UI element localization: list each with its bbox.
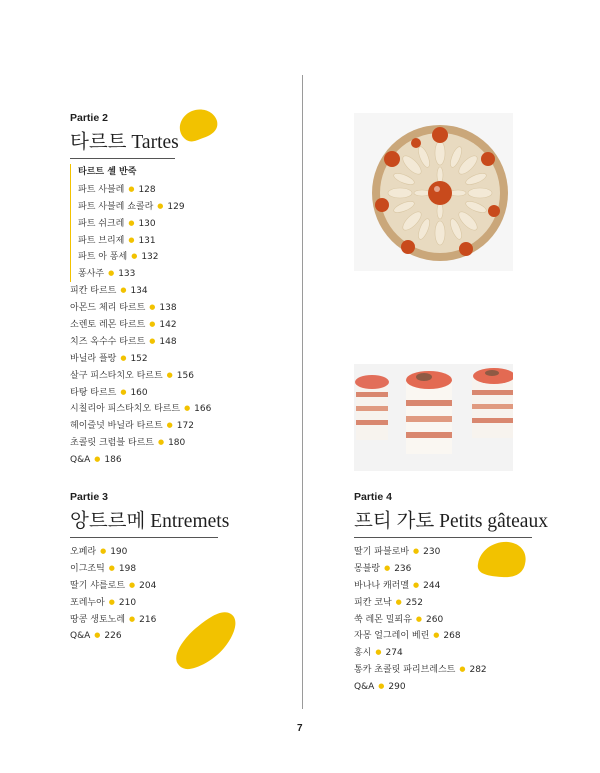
item-page: 252 [405, 597, 423, 608]
center-divider [302, 75, 303, 709]
list-item[interactable] [70, 282, 175, 299]
dot-icon: ● [413, 580, 420, 589]
item-name: 피칸 코낙 [354, 597, 392, 608]
item-page: 244 [423, 580, 441, 591]
partie-label: Partie 2 [70, 112, 108, 124]
item-name: 딸기 샤를로트 [70, 580, 126, 591]
dot-icon: ● [120, 286, 127, 295]
dot-icon: ● [166, 370, 173, 379]
list-item[interactable] [354, 577, 532, 594]
partie-label: Partie 4 [354, 491, 392, 503]
item-name: 헤이즐넛 바닐라 타르트 [70, 421, 163, 432]
item-page: 131 [138, 235, 156, 246]
item-page: 138 [159, 303, 177, 314]
item-name: 파트 아 퐁세 [78, 252, 128, 263]
list-item[interactable] [354, 644, 532, 661]
list-item[interactable] [78, 232, 175, 249]
item-page: 186 [104, 455, 122, 466]
item-name: 자몽 얼그레이 베린 [354, 631, 430, 642]
item-name: 아몬드 체리 타르트 [70, 303, 146, 314]
item-name: 파트 브리제 [78, 235, 125, 246]
item-page: 134 [130, 286, 148, 297]
item-name: 통카 초콜릿 파리브레스트 [354, 665, 456, 676]
item-name: Q&A [70, 631, 91, 642]
item-name: 오페라 [70, 547, 97, 557]
item-page: 230 [423, 547, 441, 557]
item-page: 128 [138, 184, 156, 195]
item-page: 260 [426, 614, 444, 625]
list-item[interactable] [70, 333, 175, 350]
list-item[interactable] [70, 611, 218, 628]
subgroup-heading: 타르트 셸 반죽 [78, 167, 137, 177]
item-page: 152 [130, 353, 148, 364]
item-page: 204 [139, 580, 157, 591]
list-item[interactable] [70, 367, 194, 384]
list-item[interactable] [78, 248, 175, 265]
item-page: 166 [194, 404, 212, 415]
item-page: 142 [159, 320, 177, 331]
dot-icon: ● [149, 336, 156, 345]
list-item[interactable] [78, 198, 185, 215]
dot-icon: ● [120, 387, 127, 396]
partie-label: Partie 3 [70, 491, 108, 503]
item-page: 129 [167, 201, 185, 212]
list-item[interactable] [354, 661, 532, 678]
dot-icon: ● [128, 184, 135, 193]
item-name: 초콜릿 크럼블 타르트 [70, 438, 154, 449]
dot-icon: ● [120, 353, 127, 362]
item-name: 치즈 옥수수 타르트 [70, 336, 146, 347]
item-name: 시칠리아 피스타치오 타르트 [70, 404, 181, 415]
item-name: 타탕 타르트 [70, 387, 117, 398]
partie-4-section [354, 491, 548, 695]
list-item[interactable] [70, 316, 175, 333]
item-name: 포레누아 [70, 597, 105, 608]
item-page: 236 [394, 563, 412, 574]
dot-icon: ● [166, 421, 173, 430]
item-name: Q&A [70, 455, 91, 466]
item-page: 290 [388, 682, 406, 693]
list-item[interactable] [70, 350, 175, 367]
list-item[interactable] [70, 384, 175, 401]
list-item[interactable] [70, 577, 218, 594]
list-item[interactable] [70, 299, 175, 316]
item-name: 홍시 [354, 648, 372, 659]
dot-icon: ● [384, 563, 391, 572]
tart-photo [354, 113, 513, 271]
list-item[interactable] [78, 181, 175, 198]
dot-icon: ● [129, 614, 136, 623]
item-name: 땅콩 생토노레 [70, 614, 126, 625]
section-title: 앙트르메 Entremets [70, 511, 230, 532]
dot-icon: ● [108, 269, 115, 278]
dot-icon: ● [108, 563, 115, 572]
item-name: 바나나 캐러멜 [354, 580, 410, 591]
list-item[interactable] [354, 543, 532, 560]
item-name: 바닐라 플랑 [70, 353, 117, 364]
item-page: 226 [104, 631, 122, 642]
dot-icon: ● [157, 438, 165, 447]
page-number: 7 [297, 723, 303, 734]
dot-icon: ● [413, 547, 420, 555]
toc-list [70, 282, 212, 468]
section-title: 타르트 Tartes [70, 132, 179, 153]
item-name: 파트 사블레 [78, 184, 125, 195]
subgroup-list [70, 164, 185, 282]
dot-icon: ● [375, 648, 382, 657]
list-item[interactable] [70, 543, 218, 560]
partie-3-section [70, 491, 230, 644]
dot-icon: ● [100, 547, 107, 555]
verrine-photo [354, 364, 513, 471]
item-name: 몽블랑 [354, 563, 381, 574]
list-item[interactable] [70, 417, 194, 434]
item-page: 133 [118, 269, 136, 280]
item-page: 198 [118, 563, 137, 574]
item-page: 180 [168, 438, 186, 449]
dot-icon: ● [395, 597, 402, 606]
item-name: 소렌토 레몬 타르트 [70, 320, 146, 331]
list-item[interactable] [70, 400, 212, 417]
list-item[interactable] [354, 594, 532, 611]
list-item[interactable] [70, 434, 186, 451]
item-name: 피칸 타르트 [70, 286, 117, 297]
list-item[interactable] [70, 560, 218, 577]
dot-icon: ● [128, 218, 135, 227]
dot-icon: ● [94, 455, 101, 464]
item-name: Q&A [354, 682, 375, 693]
partie-2-section [70, 112, 212, 468]
yellow-blob-decoration [176, 108, 218, 146]
dot-icon: ● [433, 631, 440, 640]
item-page: 172 [176, 421, 194, 432]
dot-icon: ● [108, 597, 115, 606]
list-item[interactable] [354, 627, 532, 644]
dot-icon: ● [184, 404, 191, 413]
title-rule [354, 537, 532, 538]
title-rule [70, 537, 218, 538]
dot-icon: ● [149, 320, 156, 329]
item-name: 퐁사주 [78, 269, 105, 280]
item-page: 132 [141, 252, 159, 263]
dot-icon: ● [415, 614, 422, 623]
item-name: 쑥 레몬 밀푀유 [354, 614, 412, 625]
item-page: 282 [469, 665, 487, 676]
item-page: 274 [385, 648, 403, 659]
toc-list [70, 543, 218, 644]
list-item[interactable] [354, 560, 532, 577]
item-page: 148 [159, 336, 177, 347]
item-page: 130 [138, 218, 156, 229]
list-item[interactable] [70, 627, 218, 644]
item-page: 160 [130, 387, 148, 398]
toc-list [354, 543, 532, 695]
dot-icon: ● [128, 235, 135, 244]
dot-icon: ● [459, 665, 466, 674]
item-name: 이그조틱 [70, 563, 105, 574]
item-page: 216 [139, 614, 157, 625]
item-page: 156 [176, 370, 194, 381]
list-item[interactable] [354, 678, 532, 695]
dot-icon: ● [131, 252, 138, 261]
item-name: 파트 사블레 쇼콜라 [78, 201, 154, 212]
dot-icon: ● [149, 303, 156, 312]
list-item[interactable] [78, 265, 175, 282]
title-rule [70, 158, 175, 159]
dot-icon: ● [378, 682, 385, 691]
list-item[interactable] [70, 451, 175, 468]
item-page: 268 [443, 631, 461, 642]
item-name: 파트 쉬크레 [78, 218, 125, 229]
item-name: 딸기 파블로바 [354, 547, 410, 557]
dot-icon: ● [94, 631, 101, 640]
item-page: 190 [110, 547, 128, 557]
item-page: 210 [118, 597, 137, 608]
item-name: 살구 피스타치오 타르트 [70, 370, 163, 381]
dot-icon: ● [129, 580, 136, 589]
dot-icon: ● [157, 201, 164, 210]
list-item[interactable] [70, 594, 218, 611]
list-item[interactable] [354, 611, 532, 628]
list-item[interactable] [78, 215, 175, 232]
section-title: 프티 가토 Petits gâteaux [354, 511, 548, 532]
